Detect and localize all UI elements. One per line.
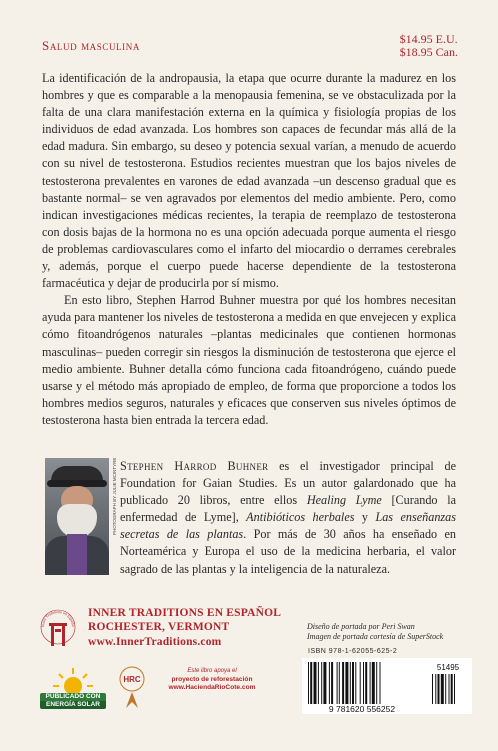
barcode-bar xyxy=(360,662,361,704)
barcode-bar xyxy=(323,662,326,704)
barcode-bar xyxy=(352,662,354,704)
barcode-bar xyxy=(441,674,444,704)
barcode-bar xyxy=(314,662,317,704)
barcode-bar xyxy=(376,662,377,704)
ean-digits: 9 781620 556252 xyxy=(328,704,396,714)
barcode-bar xyxy=(329,662,330,704)
solar-line-1: PUBLICADO CON xyxy=(40,693,106,701)
description-paragraph: En esto libro, Stephen Harrod Buhner muestra por qué los hombres necesitan ayuda para mantener los niveles de testosterona a medida en que envejecen y explica cómo fitoandrógenos naturales –plantas medicinales que contienen hormonas masculinas– pueden corregir sin riesgos la disminución de testosterona que ejerce el medio ambiente. Buhner detalla cómo funciona cada fitoandrógeno, cuándo puede usarse y el método más apropiado de empleo, de forma que proporcione a todos los hombres medios seguros, naturales y eficaces que conserven sus niveles óptimos de testosterona hasta bien entrada la tercera edad. xyxy=(42,293,456,427)
reforestation-text xyxy=(152,667,272,693)
barcode-bar xyxy=(310,662,312,704)
book-title: Las enseñanzas secretas de las plantas xyxy=(120,510,456,542)
hrc-logo xyxy=(112,664,152,710)
barcode-bar xyxy=(445,674,446,704)
barcode-bar xyxy=(438,674,440,704)
solar-line-2: ENERGÍA SOLAR xyxy=(40,701,106,709)
barcode xyxy=(302,658,472,714)
isbn-label: ISBN 978-1-62055-625-2 xyxy=(308,648,398,655)
author-photo xyxy=(45,458,109,575)
barcode-bar xyxy=(370,662,371,704)
svg-text:HRC: HRC xyxy=(123,675,141,684)
book-title: Antibióticos herbales xyxy=(246,510,355,525)
price-can: $18.95 Can. xyxy=(399,45,458,59)
barcode-bar xyxy=(308,662,309,704)
publisher-name: INNER TRADITIONS EN ESPAÑOL xyxy=(88,607,282,619)
barcode-bar xyxy=(451,674,453,704)
barcode-bar xyxy=(355,662,356,704)
price-code: 51495 xyxy=(436,663,460,672)
barcode-bar xyxy=(432,674,433,704)
barcode-box xyxy=(302,658,472,714)
barcode-bar xyxy=(435,674,436,704)
price-us: $14.95 E.U. xyxy=(399,32,458,46)
barcode-bar xyxy=(363,662,364,704)
cover-image-credit: Imagen de portada cortesía de SuperStock xyxy=(307,632,444,641)
barcode-bar xyxy=(372,662,375,704)
barcode-bar xyxy=(337,662,338,704)
barcode-bar xyxy=(339,662,340,704)
barcode-bar xyxy=(380,662,381,704)
price-block xyxy=(400,33,458,59)
bio-text: es el investigador principal de Foundation for Gaian Studies. Es un autor galardonado que ha publicado 20 libros, entre ellos xyxy=(120,459,457,508)
barcode-bar xyxy=(342,662,344,704)
reforest-line-1: Este libro apoya el xyxy=(187,668,237,674)
publisher-location: ROCHESTER, VERMONT xyxy=(88,621,230,634)
author-bio xyxy=(120,458,456,578)
photo-credit: PHOTOGRAPH BY JULIE MCINTYRE xyxy=(112,458,117,536)
bio-text: . Por más de 30 años ha enseñado en Norteamérica y Europa el uso de la medicina herbaria, el valor sagrado de las plantas y la inteligencia de la naturaleza. xyxy=(120,527,456,576)
cover-design-credit: Diseño de portada por Peri Swan xyxy=(307,622,415,631)
barcode-bar xyxy=(350,662,351,704)
author-name: Stephen Harrod Buhner xyxy=(120,459,269,473)
barcode-bar xyxy=(454,674,455,704)
design-credits xyxy=(307,622,477,642)
bio-text: y xyxy=(354,510,376,525)
reforest-line-2: proyecto de reforestación xyxy=(171,675,253,683)
reforest-link[interactable]: www.HaciendaRioCote.com xyxy=(168,684,256,691)
barcode-bar xyxy=(449,674,450,704)
bio-text: [Curando la enfermedad de Lyme], xyxy=(120,493,456,525)
barcode-bar xyxy=(345,662,348,704)
description-paragraph: La identificación de la andropausia, la etapa que ocurre durante la madurez en los hombres y que es comparable a la menopausia femenina, se ve obstaculizada por la falta de una clara manifestación externa en la química y fisiología propias de los individuos de edad avanzada. Los hombres son capaces de fecundar más allá de la edad madura. Sin embargo, su deseo y potencia sexual varían, a menudo de acuerdo con su nivel de testosterona. Estudios recientes muestran que los bajos niveles de testosterona prevalentes en varones de edad avanzada –un descenso gradual que es bastante normal– se ven agravados por elementos del medio ambiente. Pero, como indican investigaciones médicas recientes, la terapia de reemplazo de testosterona con dosis bajas de la hormona no es una opción adecuada porque aumenta el riesgo de problemas cardiovasculares como el infarto del miocardio o derrames cerebrales y, además, porque el cuerpo puede hacerse dependiente de la testosterona farmacéutica y dejar de producirla por sí mismo. xyxy=(42,71,456,291)
publisher-website[interactable]: www.InnerTraditions.com xyxy=(88,635,222,648)
barcode-bar xyxy=(331,662,333,704)
barcode-bar xyxy=(365,662,367,704)
category-label: Salud masculina xyxy=(42,38,140,53)
barcode-bar xyxy=(318,662,319,704)
solar-logo xyxy=(40,664,106,718)
svg-text:Inner Traditions en Español: Inner Traditions en Españo xyxy=(39,608,77,628)
book-title: Healing Lyme xyxy=(306,493,382,508)
publisher-info xyxy=(88,606,281,649)
solar-badge-text xyxy=(40,693,106,709)
book-description xyxy=(42,70,456,429)
barcode-bar xyxy=(321,662,322,704)
publisher-logo xyxy=(38,607,78,651)
